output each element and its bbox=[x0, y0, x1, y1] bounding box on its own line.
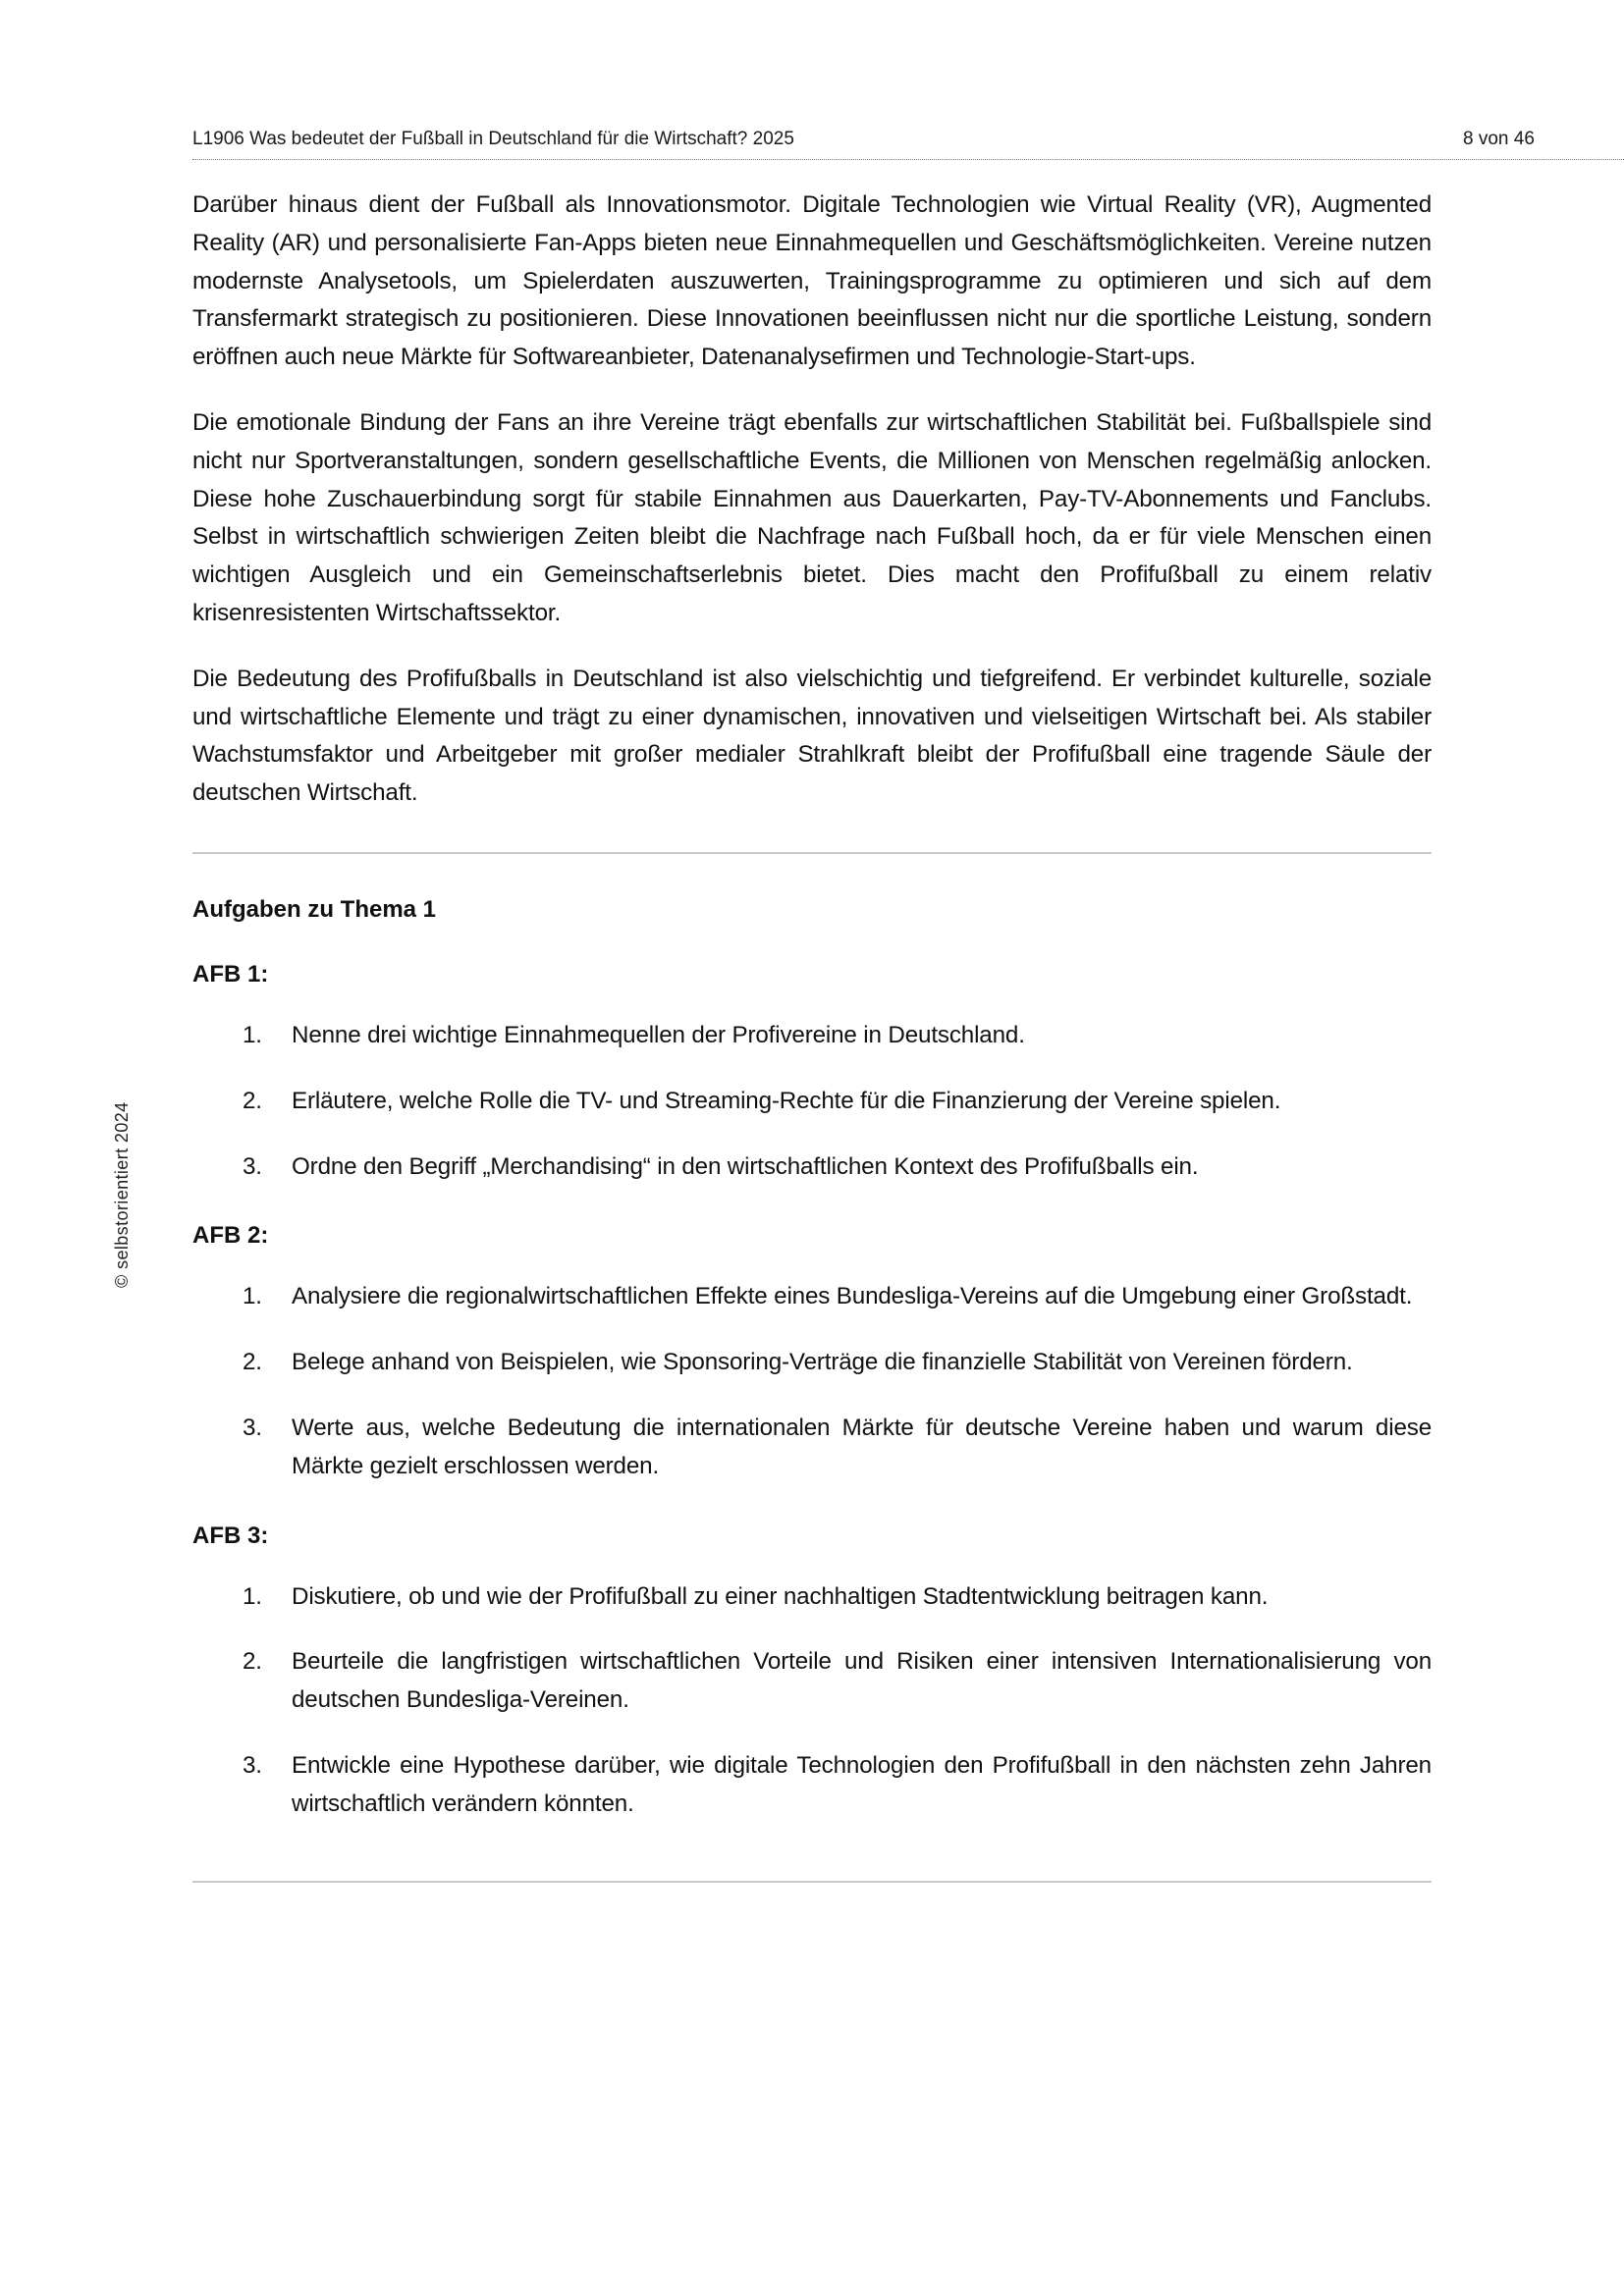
task-text: Entwickle eine Hypothese darüber, wie digitale Technologien den Profifußball in den nächsten zehn Jahren wirtschaftlich verändern könnten. bbox=[292, 1751, 1432, 1817]
task-text: Belege anhand von Beispielen, wie Sponsoring-Verträge die finanzielle Stabilität von Vereinen fördern. bbox=[292, 1349, 1353, 1376]
afb-1-label: AFB 1: bbox=[192, 960, 269, 988]
paragraph-conclusion: Die Bedeutung des Profifußballs in Deutschland ist also vielschichtig und tiefgreifend. Er verbindet kulturelle, soziale und wirtschaftliche Elemente und trägt zu einer dynamischen, innovativen und vielseitigen Wirtschaft bei. Als stabiler Wachstumsfaktor und Arbeitgeber mit großer medialer Strahlkraft bleibt der Profifußball eine tragende Säule der deutschen Wirtschaft. bbox=[192, 665, 1432, 807]
task-number: 3. bbox=[243, 1414, 262, 1441]
afb-2-label: AFB 2: bbox=[192, 1222, 269, 1250]
task-number: 3. bbox=[243, 1751, 262, 1779]
paragraph-innovation: Darüber hinaus dient der Fußball als Innovationsmotor. Digitale Technologien wie Virtual Reality (VR), Augmented Reality (AR) und personalisierte Fan-Apps bieten neue Einnahmequellen und Geschäftsmöglichkeiten. Vereine nutzen modernste Analysetools, um Spielerdaten auszuwerten, Trainingsprogramme zu optimieren und sich auf dem Transfermarkt strategisch zu positionieren. Diese Innovationen beeinflussen nicht nur die sportliche Leistung, sondern eröffnen auch neue Märkte für Softwareanbieter, Datenanalysefirmen und Technologie-Start-ups. bbox=[192, 191, 1432, 371]
task-text: Werte aus, welche Bedeutung die internationalen Märkte für deutsche Vereine haben und warum diese Märkte gezielt erschlossen werden. bbox=[292, 1414, 1432, 1479]
task-number: 3. bbox=[243, 1152, 262, 1180]
afb-3-label: AFB 3: bbox=[192, 1522, 269, 1549]
task-item bbox=[192, 1083, 1432, 1121]
afb-3-task-list bbox=[192, 1578, 1432, 1824]
task-item bbox=[192, 1578, 1432, 1617]
tasks-section bbox=[192, 895, 1432, 1824]
page-header bbox=[192, 126, 1624, 160]
task-item bbox=[192, 1410, 1432, 1486]
task-number: 2. bbox=[243, 1087, 262, 1114]
task-number: 1. bbox=[243, 1283, 262, 1310]
task-text: Erläutere, welche Rolle die TV- und Streaming-Rechte für die Finanzierung der Vereine spielen. bbox=[292, 1087, 1281, 1114]
task-number: 1. bbox=[243, 1021, 262, 1048]
page-content bbox=[192, 187, 1432, 1883]
task-text: Ordne den Begriff „Merchandising“ in den wirtschaftlichen Kontext des Profifußballs ein. bbox=[292, 1152, 1199, 1180]
task-item bbox=[192, 1747, 1432, 1824]
page-indicator: 8 von 46 bbox=[1463, 129, 1535, 149]
task-number: 2. bbox=[243, 1648, 262, 1676]
task-item bbox=[192, 1344, 1432, 1382]
copyright-side-label: © selbstorientiert 2024 bbox=[112, 1101, 132, 1288]
task-item bbox=[192, 1643, 1432, 1720]
section-divider-bottom bbox=[192, 1881, 1432, 1883]
section-divider bbox=[192, 852, 1432, 854]
task-item bbox=[192, 1278, 1432, 1316]
paragraph-fan-bond: Die emotionale Bindung der Fans an ihre Vereine trägt ebenfalls zur wirtschaftlichen Stabilität bei. Fußballspiele sind nicht nur Sportveranstaltungen, sondern gesellschaftliche Events, die Millionen von Menschen regelmäßig anlocken. Diese hohe Zuschauerbindung sorgt für stabile Einnahmen aus Dauerkarten, Pay-TV-Abonnements und Fanclubs. Selbst in wirtschaftlich schwierigen Zeiten bleibt die Nachfrage nach Fußball hoch, da er für viele Menschen einen wichtigen Ausgleich und ein Gemeinschaftserlebnis bietet. Dies macht den Profifußball zu einem relativ krisenresistenten Wirtschaftssektor. bbox=[192, 408, 1432, 626]
task-number: 1. bbox=[243, 1582, 262, 1610]
document-title: L1906 Was bedeutet der Fußball in Deutschland für die Wirtschaft? 2025 bbox=[192, 129, 794, 149]
task-item bbox=[192, 1148, 1432, 1187]
task-text: Analysiere die regionalwirtschaftlichen Effekte eines Bundesliga-Vereins auf die Umgebung einer Großstadt. bbox=[292, 1283, 1413, 1310]
tasks-heading: Aufgaben zu Thema 1 bbox=[192, 895, 437, 923]
afb-2-task-list bbox=[192, 1278, 1432, 1485]
task-text: Beurteile die langfristigen wirtschaftlichen Vorteile und Risiken einer intensiven Internationalisierung von deutschen Bundesliga-Vereinen. bbox=[292, 1648, 1432, 1714]
task-number: 2. bbox=[243, 1349, 262, 1376]
task-text: Diskutiere, ob und wie der Profifußball zu einer nachhaltigen Stadtentwicklung beitragen kann. bbox=[292, 1582, 1269, 1610]
task-item bbox=[192, 1017, 1432, 1055]
task-text: Nenne drei wichtige Einnahmequellen der Profivereine in Deutschland. bbox=[292, 1021, 1025, 1048]
afb-1-task-list bbox=[192, 1017, 1432, 1186]
